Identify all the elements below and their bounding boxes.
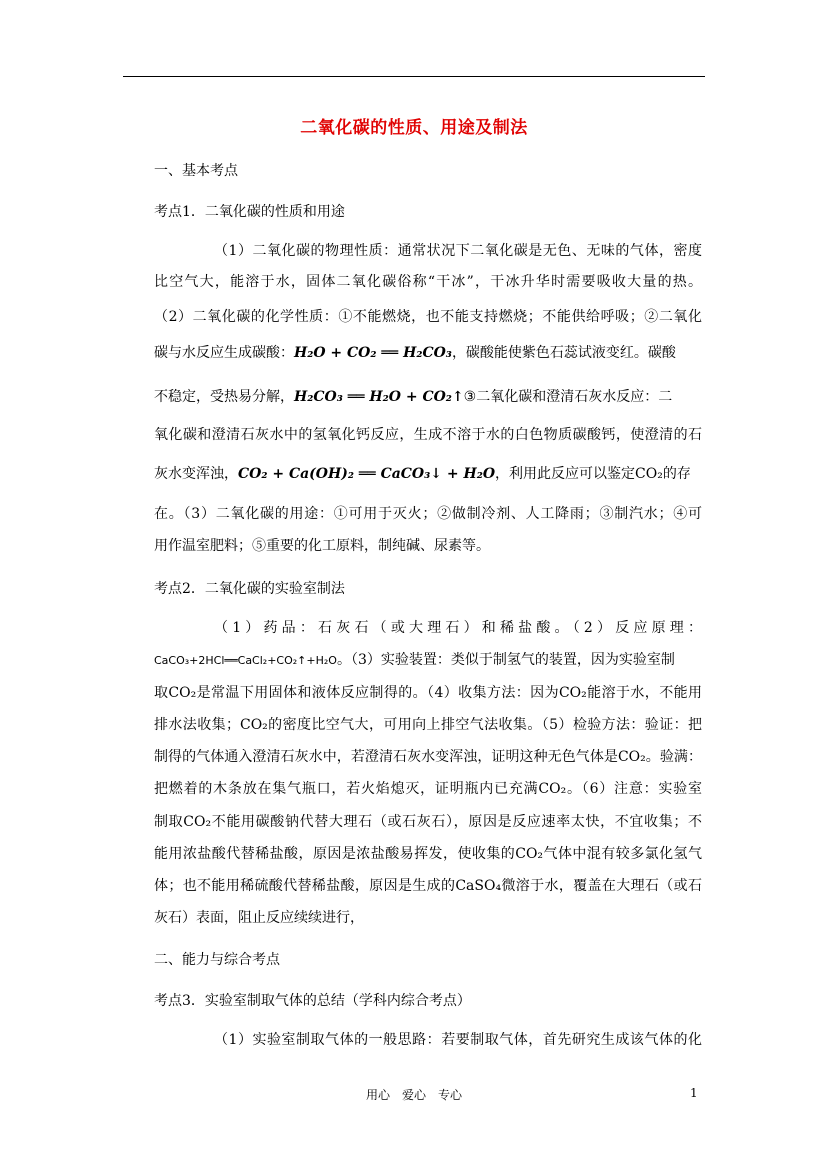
paragraph-line: 用作温室肥料；⑤重要的化工原料，制纯碱、尿素等。 xyxy=(154,538,490,554)
paragraph-line: 取CO₂是常温下用固体和液体反应制得的。（4）收集方法：因为CO₂能溶于水，不能用 xyxy=(154,685,702,701)
paragraph-line xyxy=(154,386,702,406)
paragraph-line: 制取CO₂不能用碳酸钠代替大理石（或石灰石），原因是反应速率太快，不宜收集；不 xyxy=(154,814,702,830)
paragraph-line: （1）实验室制取气体的一般思路：若要制取气体，首先研究生成该气体的化 xyxy=(214,1032,702,1048)
page-number: 1 xyxy=(690,1086,698,1100)
paragraph-line xyxy=(154,463,702,483)
paragraph-line xyxy=(154,342,702,362)
equation-limewater-reaction: CO₂ + Ca(OH)₂ ══ CaCO₃↓ + H₂O xyxy=(238,466,496,482)
paragraph-line: （1）二氧化碳的物理性质：通常状况下二氧化碳是无色、无味的气体，密度 xyxy=(214,243,702,259)
paragraph-line: 在。（3）二氧化碳的用途：①可用于灭火；②做制冷剂、人工降雨；③制汽水；④可 xyxy=(154,506,702,522)
paragraph-line xyxy=(154,649,702,669)
text-segment: 灰水变浑浊， xyxy=(154,466,238,482)
text-segment: ，碳酸能使紫色石蕊试液变红。碳酸 xyxy=(451,345,676,361)
paragraph-line: 制得的气体通入澄清石灰水中，若澄清石灰水变浑浊，证明这种无色气体是CO₂。验满： xyxy=(154,749,702,765)
page-title: 二氧化碳的性质、用途及制法 xyxy=(300,118,528,138)
paragraph-line: 比空气大，能溶于水，固体二氧化碳俗称“干冰”，干冰升华时需要吸收大量的热。 xyxy=(154,274,702,290)
equation-carbonic-acid-formation: H₂O + CO₂ ══ H₂CO₃ xyxy=(294,345,452,361)
paragraph-line: 把燃着的木条放在集气瓶口，若火焰熄灭，证明瓶内已充满CO₂。（6）注意：实验室 xyxy=(154,781,702,797)
paragraph-line: 氧化碳和澄清石灰水中的氢氧化钙反应，生成不溶于水的白色物质碳酸钙，使澄清的石 xyxy=(154,427,702,443)
text-segment: ，利用此反应可以鉴定CO₂的存 xyxy=(495,466,691,482)
paragraph-line: （2）二氧化碳的化学性质：①不能燃烧，也不能支持燃烧；不能供给呼吸；②二氧化 xyxy=(154,309,702,325)
point-heading-3: 考点3．实验室制取气体的总结（学科内综合考点） xyxy=(154,993,471,1009)
page-footer: 用心 爱心 专心 xyxy=(365,1088,462,1102)
text-segment: 。（3）实验装置：类似于制氢气的装置，因为实验室制 xyxy=(336,652,675,668)
point-heading-1: 考点1．二氧化碳的性质和用途 xyxy=(154,204,345,220)
equation-carbonic-acid-decomposition: H₂CO₃ ══ H₂O + CO₂↑ xyxy=(294,389,464,405)
paragraph-line: 排水法收集；CO₂的密度比空气大，可用向上排空气法收集。（5）检验方法：验证：把 xyxy=(154,717,702,733)
text-segment: 碳与水反应生成碳酸： xyxy=(154,345,294,361)
paragraph-line: 体；也不能用稀硫酸代替稀盐酸，原因是生成的CaSO₄微溶于水，覆盖在大理石（或石 xyxy=(154,878,702,894)
text-segment: ③二氧化碳和澄清石灰水反应：二 xyxy=(463,389,673,405)
header-rule xyxy=(123,76,705,77)
equation-caco3-hcl: CaCO₃+2HCl══CaCl₂+CO₂↑+H₂O xyxy=(154,654,337,667)
paragraph-line: 灰石）表面，阻止反应续续进行， xyxy=(154,910,364,926)
paragraph-line: 能用浓盐酸代替稀盐酸，原因是浓盐酸易挥发，使收集的CO₂气体中混有较多氯化氢气 xyxy=(154,846,702,862)
point-heading-2: 考点2．二氧化碳的实验室制法 xyxy=(154,581,345,597)
text-segment: 不稳定，受热易分解， xyxy=(154,389,294,405)
section-heading-basic: 一、基本考点 xyxy=(154,163,238,179)
paragraph-line: （1）药品：石灰石（或大理石）和稀盐酸。（2）反应原理： xyxy=(214,620,702,636)
section-heading-ability: 二、能力与综合考点 xyxy=(154,952,280,968)
